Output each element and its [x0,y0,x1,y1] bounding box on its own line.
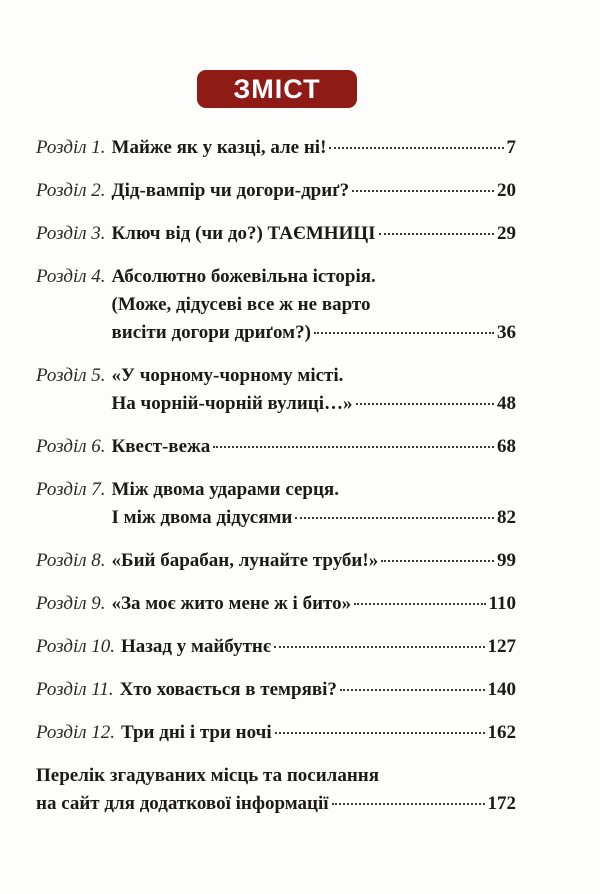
toc-entry [36,476,516,532]
toc-entry-line: Перелік згадуваних місць та посилання [36,765,380,786]
toc-entry-text [112,263,516,347]
table-of-contents [36,134,516,833]
toc-entry-last-line [121,633,516,661]
toc-entry-line: І між двома дідусями [111,507,293,528]
toc-entry-appendix [36,762,516,818]
toc-entry-line: Між двома ударами серця. [111,479,339,500]
toc-entry-line: на сайт для додаткової інформації [36,793,329,814]
toc-entry-text [112,590,516,618]
toc-entry [36,134,516,162]
toc-entry-text [121,719,516,747]
toc-entry [36,676,516,704]
dot-leader [314,332,494,334]
toc-entry-text [112,362,516,418]
toc-entry-line: Квест-вежа [111,436,211,457]
dot-leader [329,147,503,149]
toc-entry-last-line [112,134,516,162]
toc-entry-line: «Бий барабан, лунайте труби!» [111,550,379,571]
chapter-label: Розділ 12. [36,722,116,743]
toc-entry-last-line [112,547,516,575]
toc-entry-last-line [112,433,516,461]
chapter-label: Розділ 9. [36,593,106,614]
dot-leader [340,689,485,691]
toc-entry [36,177,516,205]
toc-entry-text [112,433,516,461]
toc-entry-last-line [121,719,516,747]
toc-entry-text [121,633,516,661]
chapter-label: Розділ 11. [36,679,114,700]
chapter-label: Розділ 3. [36,223,106,244]
dot-leader [213,446,494,448]
page-number: 48 [497,393,516,414]
page-number: 140 [487,679,516,700]
toc-entry [36,433,516,461]
page-number: 82 [497,507,516,528]
toc-entry-line: Ключ від (чи до?) ТАЄМНИЦІ [111,223,376,244]
chapter-label: Розділ 8. [36,550,106,571]
toc-entry-last-line [112,220,516,248]
toc-entry-text [112,476,516,532]
toc-entry-text [112,220,516,248]
dot-leader [356,403,494,405]
page-number: 36 [497,322,516,343]
chapter-label: Розділ 6. [36,436,106,457]
toc-entry [36,590,516,618]
chapter-label: Розділ 10. [36,636,116,657]
toc-entry [36,633,516,661]
toc-entry-text [120,676,516,704]
toc-entry-last-line [112,319,516,347]
toc-entry-text [112,177,516,205]
page-number: 68 [497,436,516,457]
dot-leader [275,732,485,734]
dot-leader [295,517,494,519]
chapter-label: Розділ 7. [36,479,106,500]
page-number: 172 [487,793,516,814]
page-number: 29 [497,223,516,244]
toc-entry-line: На чорній-чорній вулиці…» [111,393,353,414]
toc-entry-line: Майже як у казці, але ні! [111,137,327,158]
toc-entry [36,263,516,347]
toc-entry [36,547,516,575]
toc-entry-line: Абсолютно божевільна історія. [111,266,376,287]
toc-entry-line: Три дні і три ночі [121,722,272,743]
toc-entry-line: Хто ховається в темряві? [119,679,337,700]
dot-leader [379,233,494,235]
toc-title: ЗМІСТ [233,73,321,104]
chapter-label: Розділ 2. [36,180,106,201]
toc-entry-line: Назад у майбутнє [121,636,272,657]
toc-entry-last-line [112,390,516,418]
page-number: 20 [497,180,516,201]
toc-entry-text [36,762,516,818]
page-number: 127 [487,636,516,657]
toc-entry-last-line [112,504,516,532]
toc-entry-last-line [36,790,516,818]
chapter-label: Розділ 5. [36,365,106,386]
page-number: 162 [487,722,516,743]
toc-entry [36,719,516,747]
page-number: 110 [488,593,516,614]
chapter-label: Розділ 4. [36,266,106,287]
page-number: 99 [497,550,516,571]
toc-entry-text [112,134,516,162]
dot-leader [381,560,494,562]
toc-title-badge [197,70,357,108]
toc-entry-last-line [112,590,516,618]
dot-leader [354,603,485,605]
toc-entry-line: «У чорному-чорному місті. [111,365,344,386]
dot-leader [352,190,494,192]
toc-entry-last-line [112,177,516,205]
toc-entry-line: Дід-вампір чи догори-дриґ? [111,180,350,201]
toc-entry-text [112,547,516,575]
toc-entry-line: висіти догори дриґом?) [111,322,311,343]
toc-entry-line: (Може, дідусеві все ж не варто [111,294,371,315]
dot-leader [274,646,484,648]
toc-entry [36,220,516,248]
toc-entry [36,362,516,418]
toc-entry-last-line [120,676,516,704]
chapter-label: Розділ 1. [36,137,106,158]
dot-leader [332,803,485,805]
toc-entry-line: «За моє жито мене ж і бито» [111,593,352,614]
page-number: 7 [506,137,516,158]
